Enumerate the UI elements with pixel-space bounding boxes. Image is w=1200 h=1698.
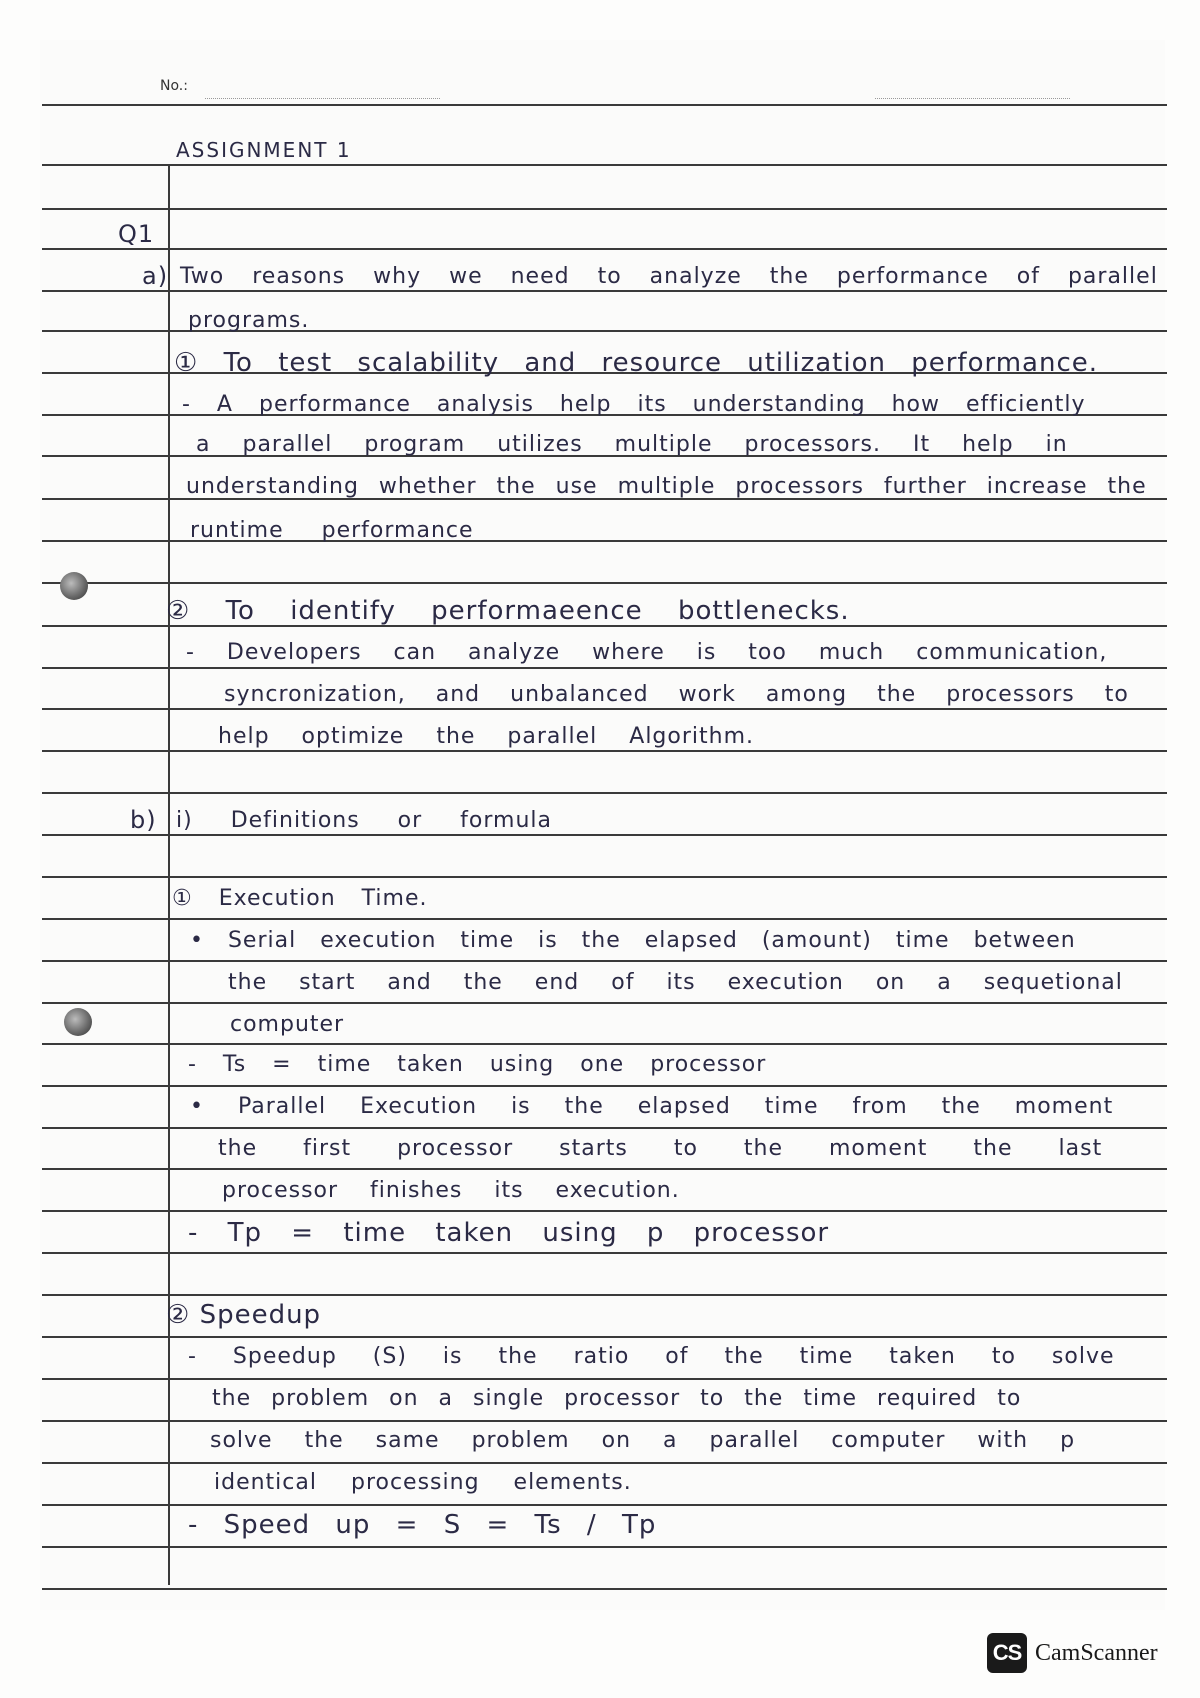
point1-body-line: a parallel program utilizes multiple processors. It help in [196,432,1068,457]
rule-line [42,104,1167,106]
point1-body-line: - A performance analysis help its understanding how efficiently [182,392,1086,417]
rule-line [42,1504,1167,1506]
rule-line [42,1336,1167,1338]
rule-line [42,834,1167,836]
execution-line: • Parallel Execution is the elapsed time from the moment [190,1094,1114,1119]
rule-line [42,1462,1167,1464]
rule-line [42,1588,1167,1590]
margin-line [168,165,170,1585]
part-a-label: a) [142,262,169,290]
rule-line [42,708,1167,710]
execution-line: - Tp = time taken using p processor [188,1218,830,1248]
rule-line [42,750,1167,752]
rule-line [42,1420,1167,1422]
date-blank [875,98,1070,99]
point1-body-line: understanding whether the use multiple processors further increase the [186,474,1147,499]
execution-line: the start and the end of its execution on a sequetional [228,970,1123,995]
rule-line [42,1085,1167,1087]
number-label: No.: [160,78,188,94]
rule-line [42,918,1167,920]
binder-hole [60,572,88,600]
speedup-line: the problem on a single processor to the time required to [212,1386,1022,1411]
rule-line [42,1294,1167,1296]
execution-line: • Serial execution time is the elapsed (amount) time between [190,928,1076,953]
rule-line [42,248,1167,250]
rule-line [42,876,1167,878]
rule-line [42,164,1167,166]
execution-line: computer [230,1012,345,1037]
rule-line [42,582,1167,584]
execution-line: the first processor starts to the moment the last [218,1136,1103,1161]
rule-line [42,1378,1167,1380]
speedup-line: - Speedup (S) is the ratio of the time taken to solve [188,1344,1115,1369]
execution-line: - Ts = time taken using one processor [188,1052,767,1077]
camscanner-text: CamScanner [1035,1639,1158,1666]
rule-line [42,1546,1167,1548]
point1-heading: ① To test scalability and resource utilization performance. [174,348,1099,378]
camscanner-icon: CS [987,1633,1027,1673]
rule-line [42,1127,1167,1129]
execution-time-heading: ① Execution Time. [172,886,428,911]
speedup-line: identical processing elements. [214,1470,632,1495]
point2-body-line: - Developers can analyze where is too much communication, [186,640,1108,665]
number-blank [205,98,440,99]
point2-heading: ② To identify performaeence bottlenecks. [166,596,850,626]
assignment-title: ASSIGNMENT 1 [176,138,352,162]
rule-line [42,1210,1167,1212]
part-a-line: programs. [188,308,310,333]
question-label: Q1 [118,220,155,248]
point2-body-line: syncronization, and unbalanced work among the processors to [224,682,1129,707]
rule-line [42,1168,1167,1170]
rule-line [42,1252,1167,1254]
point2-body-line: help optimize the parallel Algorithm. [218,724,755,749]
execution-line: processor finishes its execution. [222,1178,680,1203]
speedup-line: solve the same problem on a parallel computer with p [210,1428,1076,1453]
rule-line [42,667,1167,669]
camscanner-logo [987,1632,1158,1674]
speedup-heading: ② Speedup [166,1300,322,1330]
rule-line [42,792,1167,794]
binder-hole [64,1008,92,1036]
rule-line [42,208,1167,210]
part-a-line: Two reasons why we need to analyze the performance of parallel [180,264,1158,289]
part-b-subheading: i) Definitions or formula [176,808,553,833]
rule-line [42,960,1167,962]
speedup-line: - Speed up = S = Ts / Tp [188,1510,657,1540]
rule-line [42,1002,1167,1004]
rule-line [42,290,1167,292]
part-b-label: b) [130,806,157,834]
point1-body-line: runtime performance [190,518,474,543]
rule-line [42,1043,1167,1045]
